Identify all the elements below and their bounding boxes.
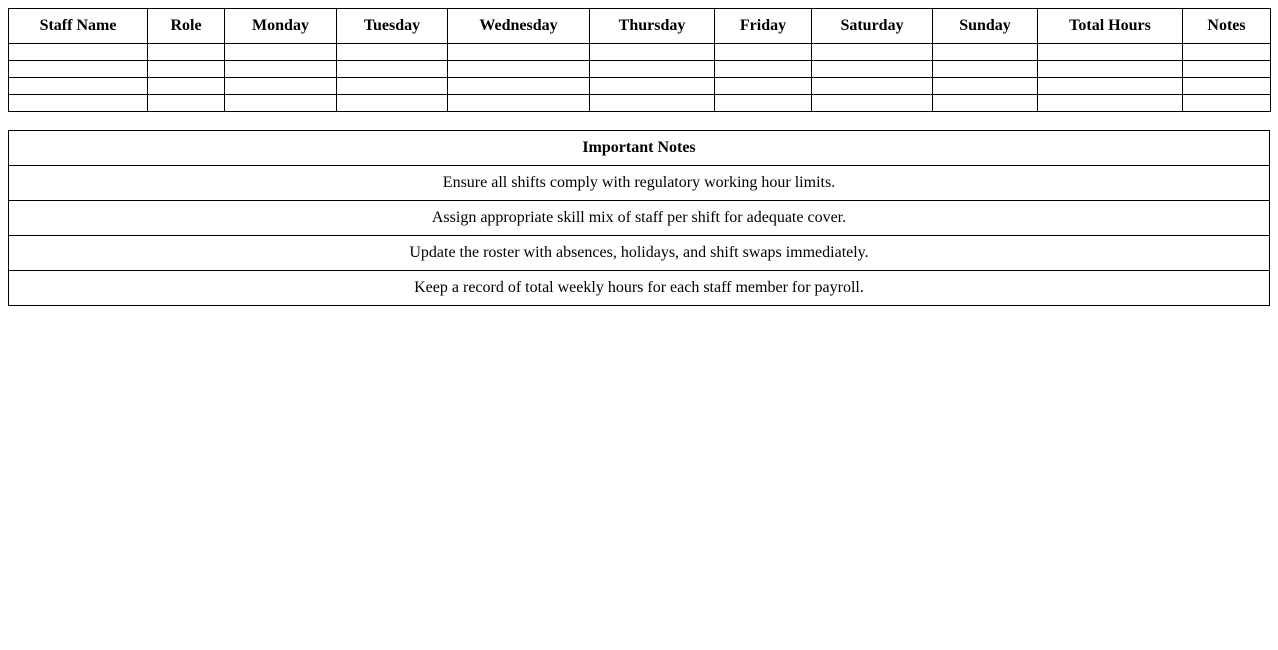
table-cell[interactable] [9, 95, 148, 112]
notes-header-row [9, 131, 1270, 166]
header-saturday: Saturday [812, 9, 933, 44]
table-cell[interactable] [1183, 44, 1271, 61]
table-cell[interactable] [337, 78, 448, 95]
table-row [9, 78, 1271, 95]
table-cell[interactable] [812, 95, 933, 112]
table-cell[interactable] [9, 44, 148, 61]
table-row [9, 61, 1271, 78]
note-text: Update the roster with absences, holidays, and shift swaps immediately. [9, 236, 1270, 271]
table-cell[interactable] [1183, 95, 1271, 112]
table-cell[interactable] [337, 44, 448, 61]
table-row [9, 44, 1271, 61]
note-text: Ensure all shifts comply with regulatory working hour limits. [9, 166, 1270, 201]
table-cell[interactable] [9, 61, 148, 78]
table-cell[interactable] [448, 78, 590, 95]
table-cell[interactable] [933, 44, 1038, 61]
header-wednesday: Wednesday [448, 9, 590, 44]
header-role: Role [148, 9, 225, 44]
note-text: Assign appropriate skill mix of staff per shift for adequate cover. [9, 201, 1270, 236]
header-total-hours: Total Hours [1038, 9, 1183, 44]
table-cell[interactable] [448, 44, 590, 61]
list-item [9, 166, 1270, 201]
table-cell[interactable] [590, 95, 715, 112]
table-cell[interactable] [590, 78, 715, 95]
table-cell[interactable] [1183, 78, 1271, 95]
note-text: Keep a record of total weekly hours for each staff member for payroll. [9, 271, 1270, 306]
header-sunday: Sunday [933, 9, 1038, 44]
table-cell[interactable] [933, 78, 1038, 95]
header-friday: Friday [715, 9, 812, 44]
notes-table [8, 130, 1270, 306]
table-cell[interactable] [590, 44, 715, 61]
table-cell[interactable] [225, 78, 337, 95]
table-cell[interactable] [225, 95, 337, 112]
list-item [9, 236, 1270, 271]
header-tuesday: Tuesday [337, 9, 448, 44]
table-cell[interactable] [337, 61, 448, 78]
table-cell[interactable] [715, 61, 812, 78]
list-item [9, 201, 1270, 236]
table-cell[interactable] [1038, 61, 1183, 78]
header-monday: Monday [225, 9, 337, 44]
table-cell[interactable] [448, 61, 590, 78]
table-cell[interactable] [1038, 95, 1183, 112]
table-cell[interactable] [148, 61, 225, 78]
roster-table [8, 8, 1271, 112]
table-cell[interactable] [1038, 44, 1183, 61]
notes-title: Important Notes [9, 131, 1270, 166]
header-thursday: Thursday [590, 9, 715, 44]
table-cell[interactable] [225, 44, 337, 61]
table-row [9, 95, 1271, 112]
table-cell[interactable] [715, 95, 812, 112]
table-cell[interactable] [337, 95, 448, 112]
table-cell[interactable] [933, 61, 1038, 78]
table-cell[interactable] [812, 78, 933, 95]
list-item [9, 271, 1270, 306]
table-cell[interactable] [148, 44, 225, 61]
table-cell[interactable] [448, 95, 590, 112]
table-cell[interactable] [812, 61, 933, 78]
table-cell[interactable] [715, 44, 812, 61]
table-cell[interactable] [812, 44, 933, 61]
roster-header-row [9, 9, 1271, 44]
table-cell[interactable] [715, 78, 812, 95]
table-cell[interactable] [148, 95, 225, 112]
table-cell[interactable] [1038, 78, 1183, 95]
table-cell[interactable] [1183, 61, 1271, 78]
header-notes: Notes [1183, 9, 1271, 44]
table-cell[interactable] [933, 95, 1038, 112]
table-cell[interactable] [590, 61, 715, 78]
table-cell[interactable] [9, 78, 148, 95]
header-staff-name: Staff Name [9, 9, 148, 44]
table-cell[interactable] [148, 78, 225, 95]
table-cell[interactable] [225, 61, 337, 78]
